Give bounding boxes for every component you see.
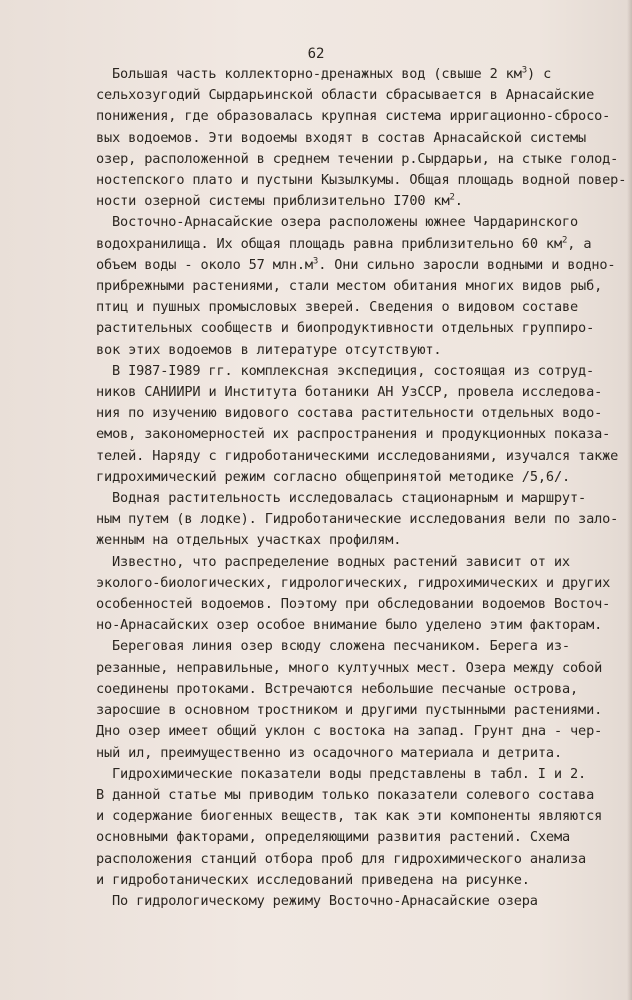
text-line bbox=[96, 467, 624, 488]
text-line bbox=[96, 891, 624, 912]
text-line-main: Большая часть коллекторно-дренажных вод (свыше 2 км bbox=[112, 66, 522, 82]
text-line-main: Береговая линия озер всюду сложена песчаником. Берега из- bbox=[112, 638, 570, 655]
text-line-tail: , а bbox=[567, 235, 592, 252]
text-line-main: емов, закономерностей их распространения и продукционных показа- bbox=[96, 426, 611, 443]
text-line-main: телей. Наряду с гидроботаническими исследованиями, изучался также bbox=[96, 447, 619, 464]
text-line bbox=[96, 509, 624, 530]
text-line bbox=[96, 276, 624, 297]
text-line bbox=[96, 849, 624, 870]
text-line-main: Гидрохимические показатели воды представлены в табл. I и 2. bbox=[112, 765, 587, 782]
text-line bbox=[96, 128, 624, 149]
text-line-main: эколого-биологических, гидрологических, гидрохимических и других bbox=[96, 574, 611, 591]
page-edge-shadow bbox=[627, 0, 632, 1000]
superscript: 2 bbox=[561, 235, 568, 246]
text-line bbox=[96, 85, 624, 106]
text-line bbox=[96, 827, 624, 848]
text-line-tail: . Они сильно заросли водными и водно- bbox=[318, 256, 616, 273]
text-line bbox=[96, 403, 624, 424]
superscript: 3 bbox=[521, 65, 528, 76]
text-line-main: гидрохимический режим согласно общепринятой методике /5,6/. bbox=[96, 468, 571, 485]
text-line-main: и гидроботанических исследований приведена на рисунке. bbox=[96, 871, 530, 888]
text-line-main: понижения, где образовалась крупная система ирригационно-сбросо- bbox=[96, 108, 611, 125]
text-line-main: птиц и пушных промысловых зверей. Сведения о видовом составе bbox=[96, 299, 579, 316]
text-line bbox=[96, 191, 624, 212]
page-number: 62 bbox=[307, 46, 325, 62]
text-line bbox=[96, 615, 624, 636]
text-line-main: Дно озер имеет общий уклон с востока на запад. Грунт дна - чер- bbox=[96, 723, 603, 740]
text-line-main: растительных сообществ и биопродуктивности отдельных группиро- bbox=[96, 320, 595, 337]
text-line bbox=[96, 552, 624, 573]
text-line bbox=[96, 636, 624, 657]
text-line bbox=[96, 870, 624, 891]
text-line bbox=[96, 340, 624, 361]
text-line-main: ностепского плато и пустыни Кызылкумы. Общая площадь водной повер- bbox=[96, 172, 627, 189]
text-line-main: резанные, неправильные, много култучных мест. Озера между собой bbox=[96, 659, 603, 676]
text-line-main: основными факторами, определяющими развития растений. Схема bbox=[96, 829, 571, 846]
text-line bbox=[96, 658, 624, 679]
text-line-main: женным на отдельных участках профилям. bbox=[96, 532, 402, 549]
superscript: 3 bbox=[312, 256, 319, 267]
text-line bbox=[96, 743, 624, 764]
text-line bbox=[96, 785, 624, 806]
text-line-main: вых водоемов. Эти водоемы входят в состав Арнасайской системы bbox=[96, 129, 587, 146]
text-line-main: сельхозугодий Сырдарьинской области сбрасывается в Арнасайские bbox=[96, 87, 595, 104]
text-line bbox=[96, 573, 624, 594]
text-line-main: и содержание биогенных веществ, так как эти компоненты являются bbox=[96, 808, 603, 825]
text-line bbox=[96, 255, 624, 276]
text-line-main: Водная растительность исследовалась стационарным и маршрут- bbox=[112, 490, 587, 507]
text-line-main: ников САНИИРИ и Института ботаники АН УзССР, провела исследова- bbox=[96, 384, 603, 401]
text-line bbox=[96, 297, 624, 318]
text-line bbox=[96, 764, 624, 785]
text-line-tail: . bbox=[454, 193, 463, 210]
text-line bbox=[96, 382, 624, 403]
text-line-main: соединены протоками. Встречаются небольшие песчаные острова, bbox=[96, 680, 579, 697]
text-line bbox=[96, 212, 624, 233]
text-line bbox=[96, 361, 624, 382]
text-line bbox=[96, 64, 624, 85]
text-line bbox=[96, 594, 624, 615]
superscript: 2 bbox=[449, 192, 455, 203]
body-text bbox=[96, 64, 627, 912]
text-line bbox=[96, 424, 624, 445]
text-line-main: особенностей водоемов. Поэтому при обследовании водоемов Восточ- bbox=[96, 596, 611, 613]
text-line-main: прибрежными растениями, стали местом обитания многих видов рыб, bbox=[96, 278, 603, 295]
text-line bbox=[96, 234, 624, 255]
text-line-main: вок этих водоемов в литературе отсутствуют. bbox=[96, 341, 442, 358]
text-line bbox=[96, 488, 624, 509]
text-line bbox=[96, 446, 624, 467]
text-line-main: В I987-I989 гг. комплексная экспедиция, состоящая из сотруд- bbox=[112, 362, 595, 379]
text-line bbox=[96, 170, 627, 191]
text-line-main: озер, расположенной в среднем течении р.Сырдарьи, на стыке голод- bbox=[96, 150, 619, 167]
text-line-main: заросшие в основном тростником и другими пустынными растениями. bbox=[96, 702, 603, 719]
text-line-main: Известно, что распределение водных растений зависит от их bbox=[112, 553, 570, 570]
text-line-main: По гидрологическому режиму Восточно-Арнасайские озера bbox=[112, 892, 538, 909]
text-line bbox=[96, 318, 624, 339]
text-line bbox=[96, 106, 624, 127]
text-line bbox=[96, 679, 624, 700]
text-line bbox=[96, 530, 624, 551]
text-line-tail: ) с bbox=[527, 66, 552, 82]
text-line-main: но-Арнасайских озер особое внимание было уделено этим факторам. bbox=[96, 617, 603, 634]
text-line-main: ности озерной системы приблизительно I700 км bbox=[96, 193, 450, 210]
text-line-main: В данной статье мы приводим только показатели солевого состава bbox=[96, 786, 595, 803]
text-line-main: расположения станций отбора проб для гидрохимического анализа bbox=[96, 850, 587, 867]
text-line-main: ния по изучению видового состава растительности отдельных водо- bbox=[96, 405, 603, 422]
text-line-main: ным путем (в лодке). Гидроботанические исследования вели по зало- bbox=[96, 511, 619, 528]
text-line bbox=[96, 721, 624, 742]
text-line bbox=[96, 806, 624, 827]
text-line-main: объем воды - около 57 млн.м bbox=[96, 256, 313, 273]
text-line-main: водохранилища. Их общая площадь равна приблизительно 60 км bbox=[96, 235, 562, 252]
text-line-main: ный ил, преимущественно из осадочного материала и детрита. bbox=[96, 744, 562, 761]
text-line-main: Восточно-Арнасайские озера расположены южнее Чардаринского bbox=[112, 214, 578, 231]
text-line bbox=[96, 149, 624, 170]
text-line bbox=[96, 700, 624, 721]
